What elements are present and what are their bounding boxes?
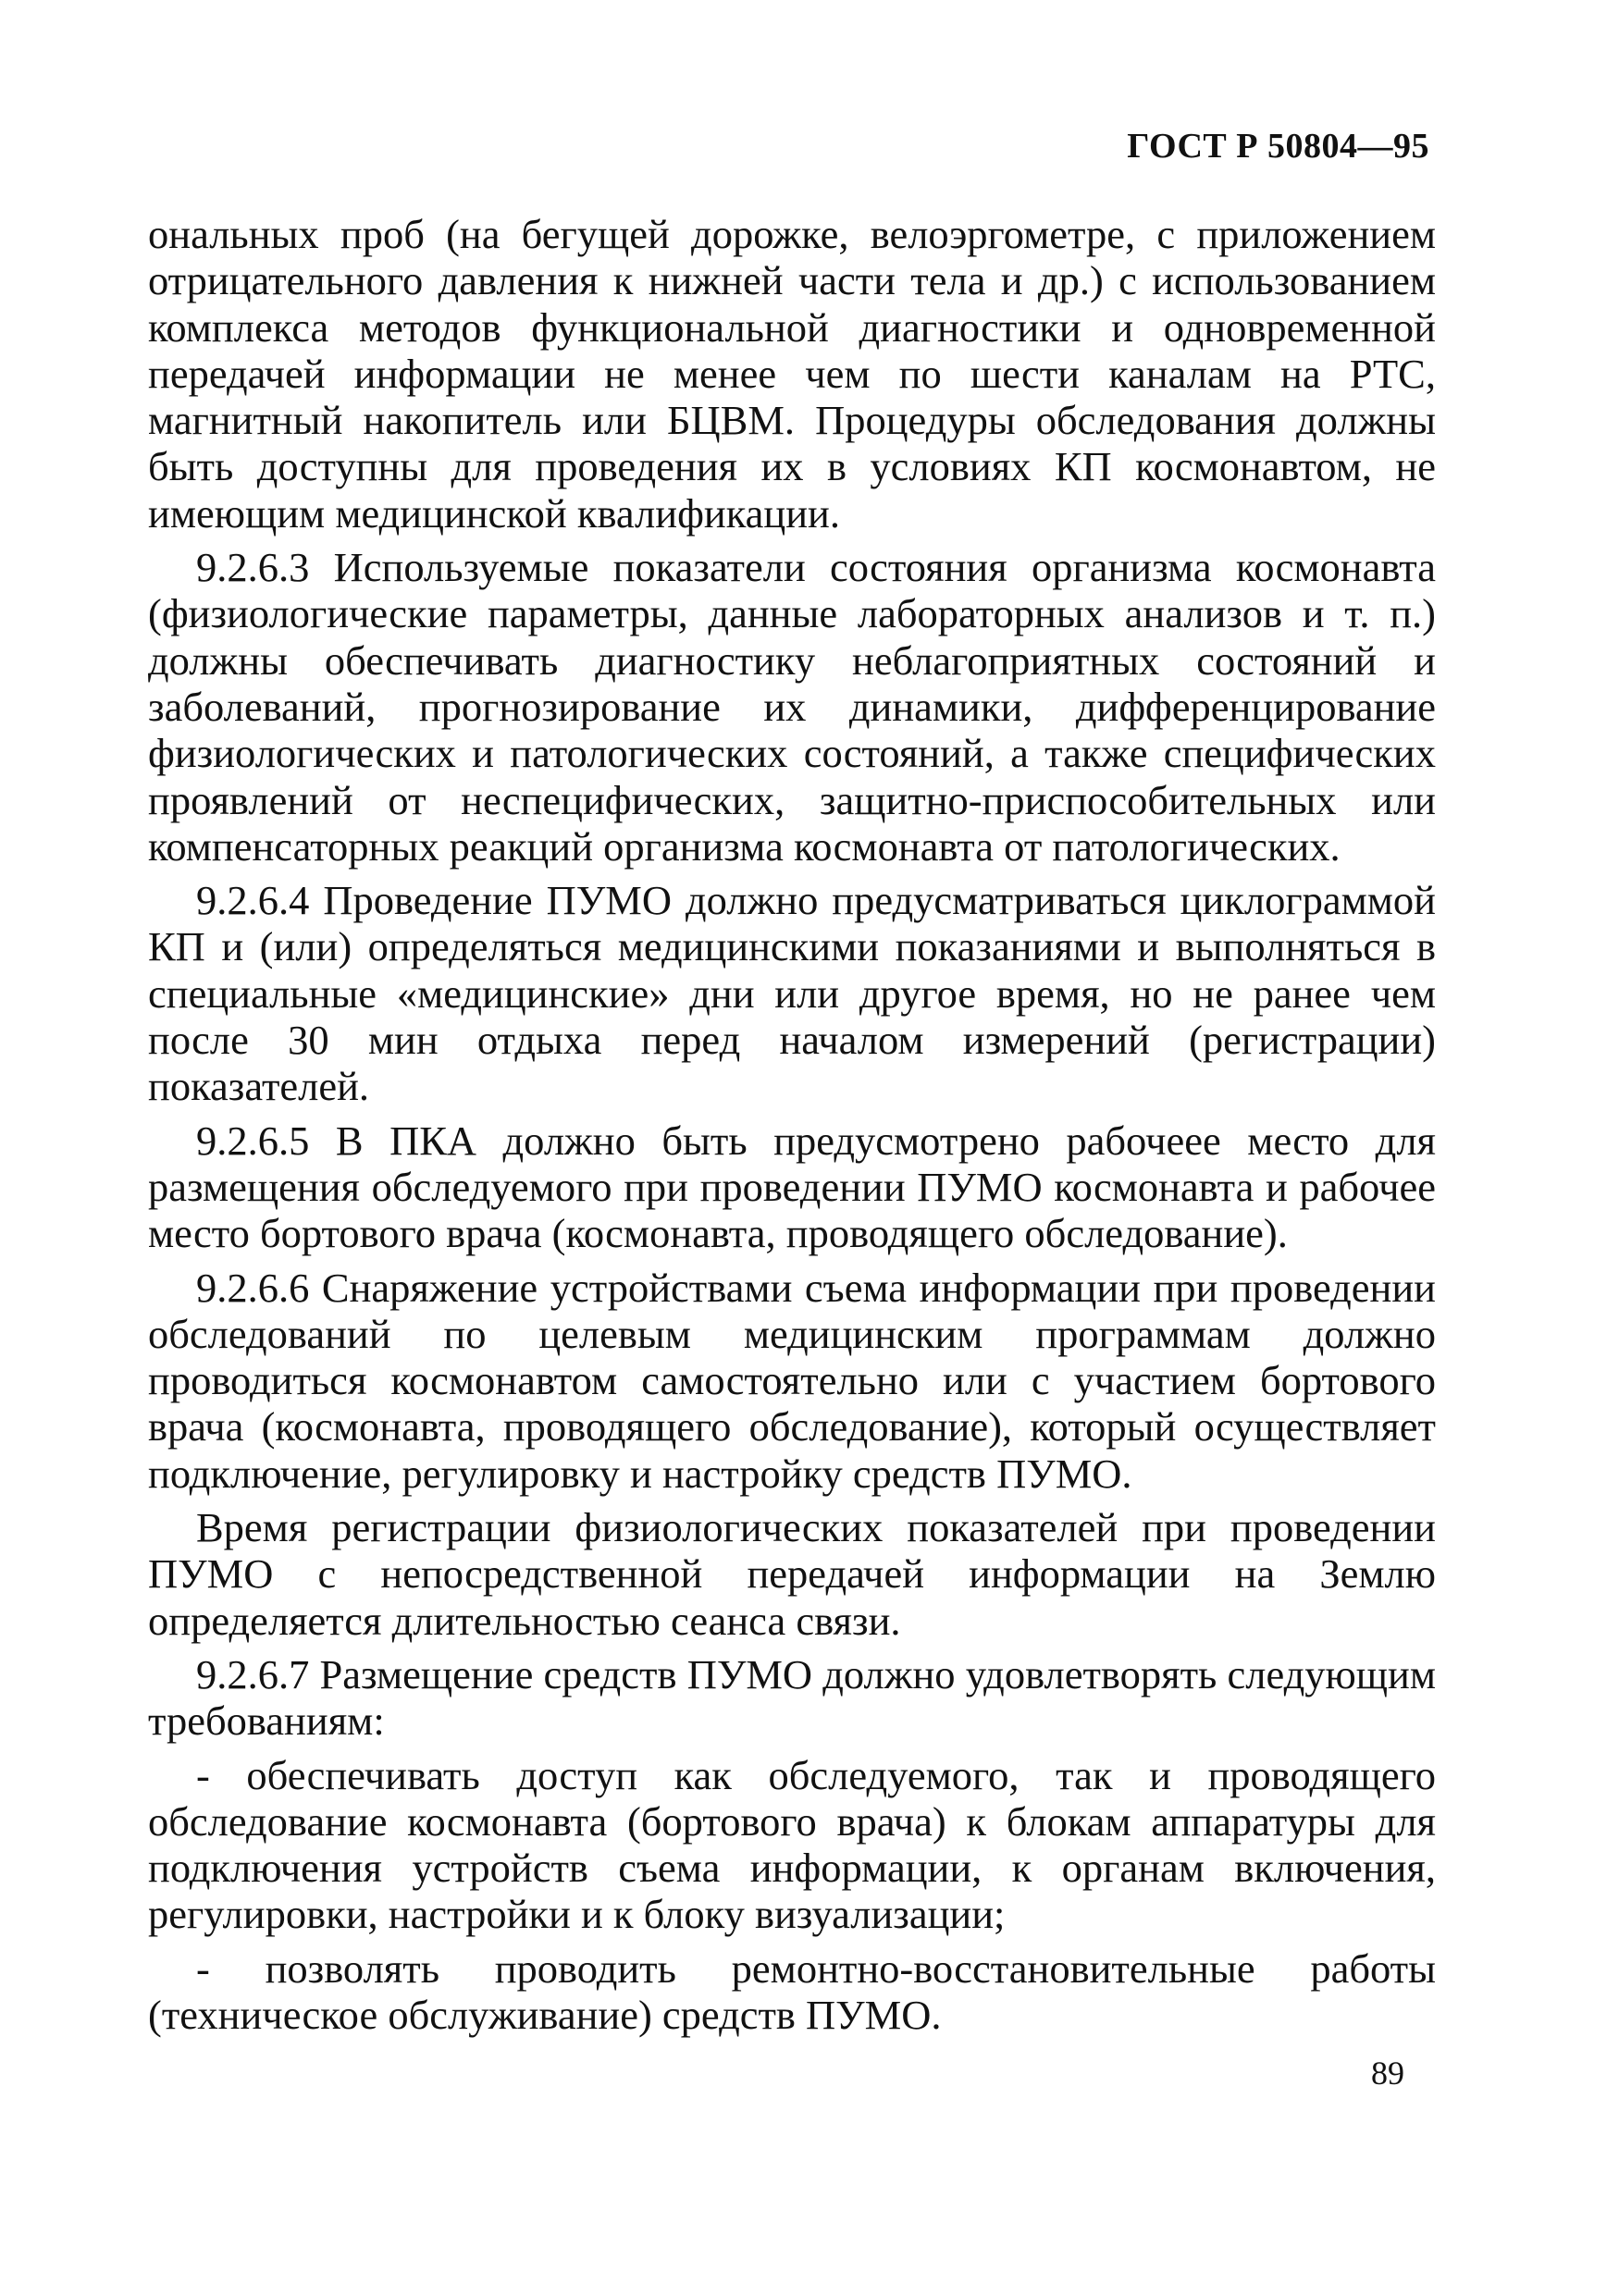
- page-number: 89: [1371, 2055, 1404, 2092]
- paragraph-9-2-6-4: 9.2.6.4 Проведение ПУМО должно предусматриваться циклограммой КП и (или) определяться медицинскими показаниями и выполняться в специальные «медицинские» дни или другое время, но не ранее чем после 30 мин отдыха перед началом измерений (регистрации) показателей.: [148, 877, 1436, 1110]
- document-header: ГОСТ Р 50804—95: [1127, 127, 1429, 166]
- requirement-item-repair: - позволять проводить ремонтно-восстановительные работы (техническое обслуживание) средств ПУМО.: [148, 1944, 1436, 2038]
- paragraph-continuation: ональных проб (на бегущей дорожке, велоэргометре, с приложением отрицательного давления к нижней части тела и др.) с использованием комплекса методов функциональной диагностики и одновременной передачей информации не менее чем по шести каналам на РТС, магнитный накопитель или БЦВМ. Процедуры обследования должны быть доступны для проведения их в условиях КП космонавтом, не имеющим медицинской квалификации.: [148, 211, 1436, 537]
- requirement-item-access: - обеспечивать доступ как обследуемого, так и проводящего обследование космонавта (бортового врача) к блокам аппаратуры для подключения устройств съема информации, к органам включения, регулировки, настройки и к блоку визуализации;: [148, 1751, 1436, 1938]
- paragraph-9-2-6-3: 9.2.6.3 Используемые показатели состояния организма космонавта (физиологические параметры, данные лабораторных анализов и т. п.) должны обеспечивать диагностику неблагоприятных состояний и заболеваний, прогнозирование их динамики, дифференцирование физиологических и патологических состояний, а также специфических проявлений от неспецифических, защитно-приспособительных или компенсаторных реакций организма космонавта от патологических.: [148, 544, 1436, 870]
- paragraph-registration-time: Время регистрации физиологических показателей при проведении ПУМО с непосредственной передачей информации на Землю определяется длительностью сеанса связи.: [148, 1504, 1436, 1644]
- paragraph-9-2-6-5: 9.2.6.5 В ПКА должно быть предусмотрено рабочеее место для размещения обследуемого при проведении ПУМО космонавта и рабочее место бортового врача (космонавта, проводящего обследование).: [148, 1117, 1436, 1257]
- paragraph-9-2-6-6: 9.2.6.6 Снаряжение устройствами съема информации при проведении обследований по целевым медицинским программам должно проводиться космонавтом самостоятельно или с участием бортового врача (космонавта, проводящего обследование), который осуществляет подключение, регулировку и настройку средств ПУМО.: [148, 1264, 1436, 1497]
- document-body: [148, 211, 1436, 2045]
- paragraph-9-2-6-7: 9.2.6.7 Размещение средств ПУМО должно удовлетворять следующим требованиям:: [148, 1650, 1436, 1745]
